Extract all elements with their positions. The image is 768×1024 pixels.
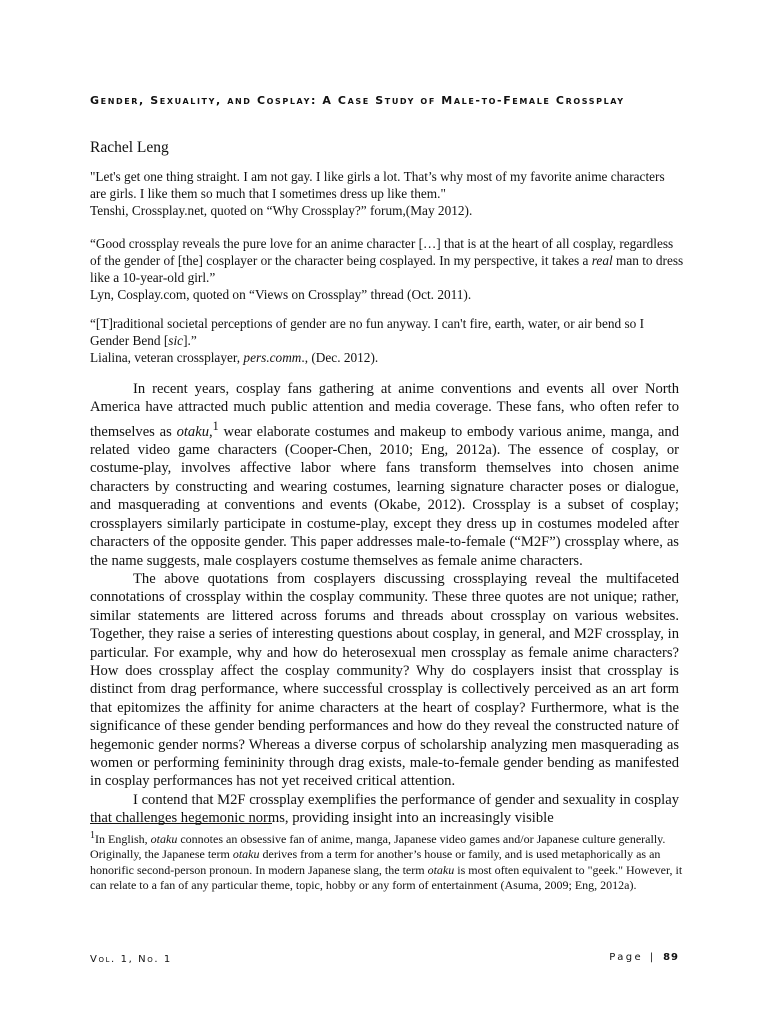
paragraph-text: In recent years, cosplay fans gathering at anime conventions and events all over North America have attracted much public attention and media coverage. These fans, who often refer to themselves as — [90, 381, 679, 440]
quote-text: "Let's get one thing straight. I am not gay. I like girls a lot. That’s why most of my favorite anime characters are girls. I like them so much that I sometimes dress up like them." — [90, 169, 665, 201]
page-number: 89 — [663, 952, 679, 963]
quote-text-end: ].” — [183, 333, 197, 348]
epigraph-quote-1 — [90, 168, 684, 219]
footnote-marker: 1 — [90, 830, 95, 841]
footnote-divider — [90, 823, 272, 824]
epigraph-quote-3 — [90, 315, 684, 366]
paragraph-3: I contend that M2F crossplay exemplifies the performance of gender and sexuality in cosplay that challenges hegemonic norms, providing insight into an increasingly visible — [90, 791, 679, 827]
paragraph-2: The above quotations from cosplayers discussing crossplaying reveal the multifaceted connotations of crossplay within the cosplay community. These three quotes are not unique; rather, similar statements are littered across forums and threads about crossplay on various websites. Together, they raise a series of interesting questions about cosplay, in general, and M2F crossplay, in particular. For example, why and how do heterosexual men crossplay as female anime characters? How does crossplay affect the cosplay community? Why do cosplayers insist that crossplay is distinct from drag performance, where successful crossplay is collectively perceived as an art form that epitomizes the affinity for anime characters at the heart of cosplay? Furthermore, what is the significance of these gender bending performances and how do they reveal the constructed nature of hegemonic gender norms? Whereas a diverse corpus of scholarship analyzing men masquerading as women or performing femininity through drag exists, male-to-female gender bending as manifested in cosplay performances has not yet received critical attention. — [90, 570, 679, 790]
paragraph-text: wear elaborate costumes and makeup to embody various anime, manga, and related video game characters (Cooper-Chen, 2010; Eng, 2012a). The essence of cosplay, or costume-play, involves affective labor where fans transform themselves into chosen anime characters by constructing and wearing costumes, learning signature character poses or dialogue, and masquerading at conventions and events (Okabe, 2012). Crossplay is a subset of cosplay; crossplayers similarly participate in costume-play, except they dress up in costumes modeled after characters of the opposite gender. This paper addresses male-to-female (“M2F”) crossplay where, as the name suggests, male cosplayers costume themselves as female anime characters. — [90, 423, 680, 569]
quote-emphasis: real — [591, 253, 613, 268]
volume-label: Vol. 1, No. 1 — [90, 954, 172, 965]
quote-source: Tenshi, Crossplay.net, quoted on “Why Crossplay?” forum,(May 2012). — [90, 203, 473, 218]
quote-source: Lialina, veteran crossplayer, — [90, 350, 244, 365]
quote-source: Lyn, Cosplay.com, quoted on “Views on Crossplay” thread (Oct. 2011). — [90, 287, 472, 302]
footnote-term: otaku — [232, 847, 260, 862]
footnote-term: otaku — [427, 862, 455, 877]
footnote-text: is most often equivalent to "geek." However, it can relate to a fan of any particular theme, topic, hobby or any form of entertainment (Asuma, 2009; Eng, 2012a). — [90, 862, 683, 893]
body-text — [90, 380, 679, 828]
page-number-block — [609, 952, 679, 963]
page-label: Page — [609, 952, 644, 963]
quote-source-emphasis: pers.comm — [243, 350, 302, 365]
article-author: Rachel Leng — [90, 139, 169, 156]
quote-emphasis: sic — [168, 333, 184, 348]
footnote-reference[interactable]: 1 — [212, 418, 219, 433]
paragraph-1: In recent years, cosplay fans gathering at anime conventions and events all over North America have attracted much public attention and media coverage. These fans, who often refer to themselves as otaku,$^1$ wear elaborate costumes and makeup to embody various anime, manga, and related video game characters (Cooper-Chen, 2010; Eng, 2012a). The essence of cosplay, or costume-play, involves affective labor where fans transform themselves into chosen anime characters by constructing and wearing costumes, learning signature character poses or dialogue, and masquerading at conventions and events (Okabe, 2012). Crossplay is a subset of cosplay; crossplayers similarly participate in costume-play, except they dress up in costumes modeled after characters of the opposite gender. This paper addresses male-to-female (“M2F”) crossplay where, as the name suggests, male cosplayers costume themselves as female anime characters. — [90, 381, 680, 569]
footnote-text: derives from a term for another’s house or family, and is used metaphorically as an honorific second-person pronoun. In modern Japanese slang, the term — [90, 847, 661, 877]
quote-text: “[T]raditional societal perceptions of gender are no fun anyway. I can't fire, earth, water, or air bend so I Gender Bend [ — [90, 316, 645, 348]
article-title: Gender, Sexuality, and Cosplay: A Case Study of Male-to-Female Crossplay — [90, 94, 625, 107]
quote-text-end: man to dress like a 10-year-old girl.” — [90, 253, 684, 285]
footnote-1 — [90, 828, 690, 894]
footnote-text: In English, — [95, 832, 151, 846]
quote-text: “Good crossplay reveals the pure love for an anime character […] that is at the heart of all cosplay, regardless of the gender of [the] cosplayer or the character being cosplayed. In my perspective, it takes a — [90, 236, 674, 268]
footnote-text: connotes an obsessive fan of anime, manga, Japanese video games and/or Japanese culture generally. Originally, the Japanese term — [90, 832, 666, 862]
footnote-term: otaku — [150, 832, 178, 846]
page-separator: | — [649, 952, 656, 963]
epigraph-quote-2 — [90, 235, 684, 303]
term-otaku: otaku — [176, 423, 210, 440]
quote-source-end: ., (Dec. 2012). — [301, 350, 379, 365]
